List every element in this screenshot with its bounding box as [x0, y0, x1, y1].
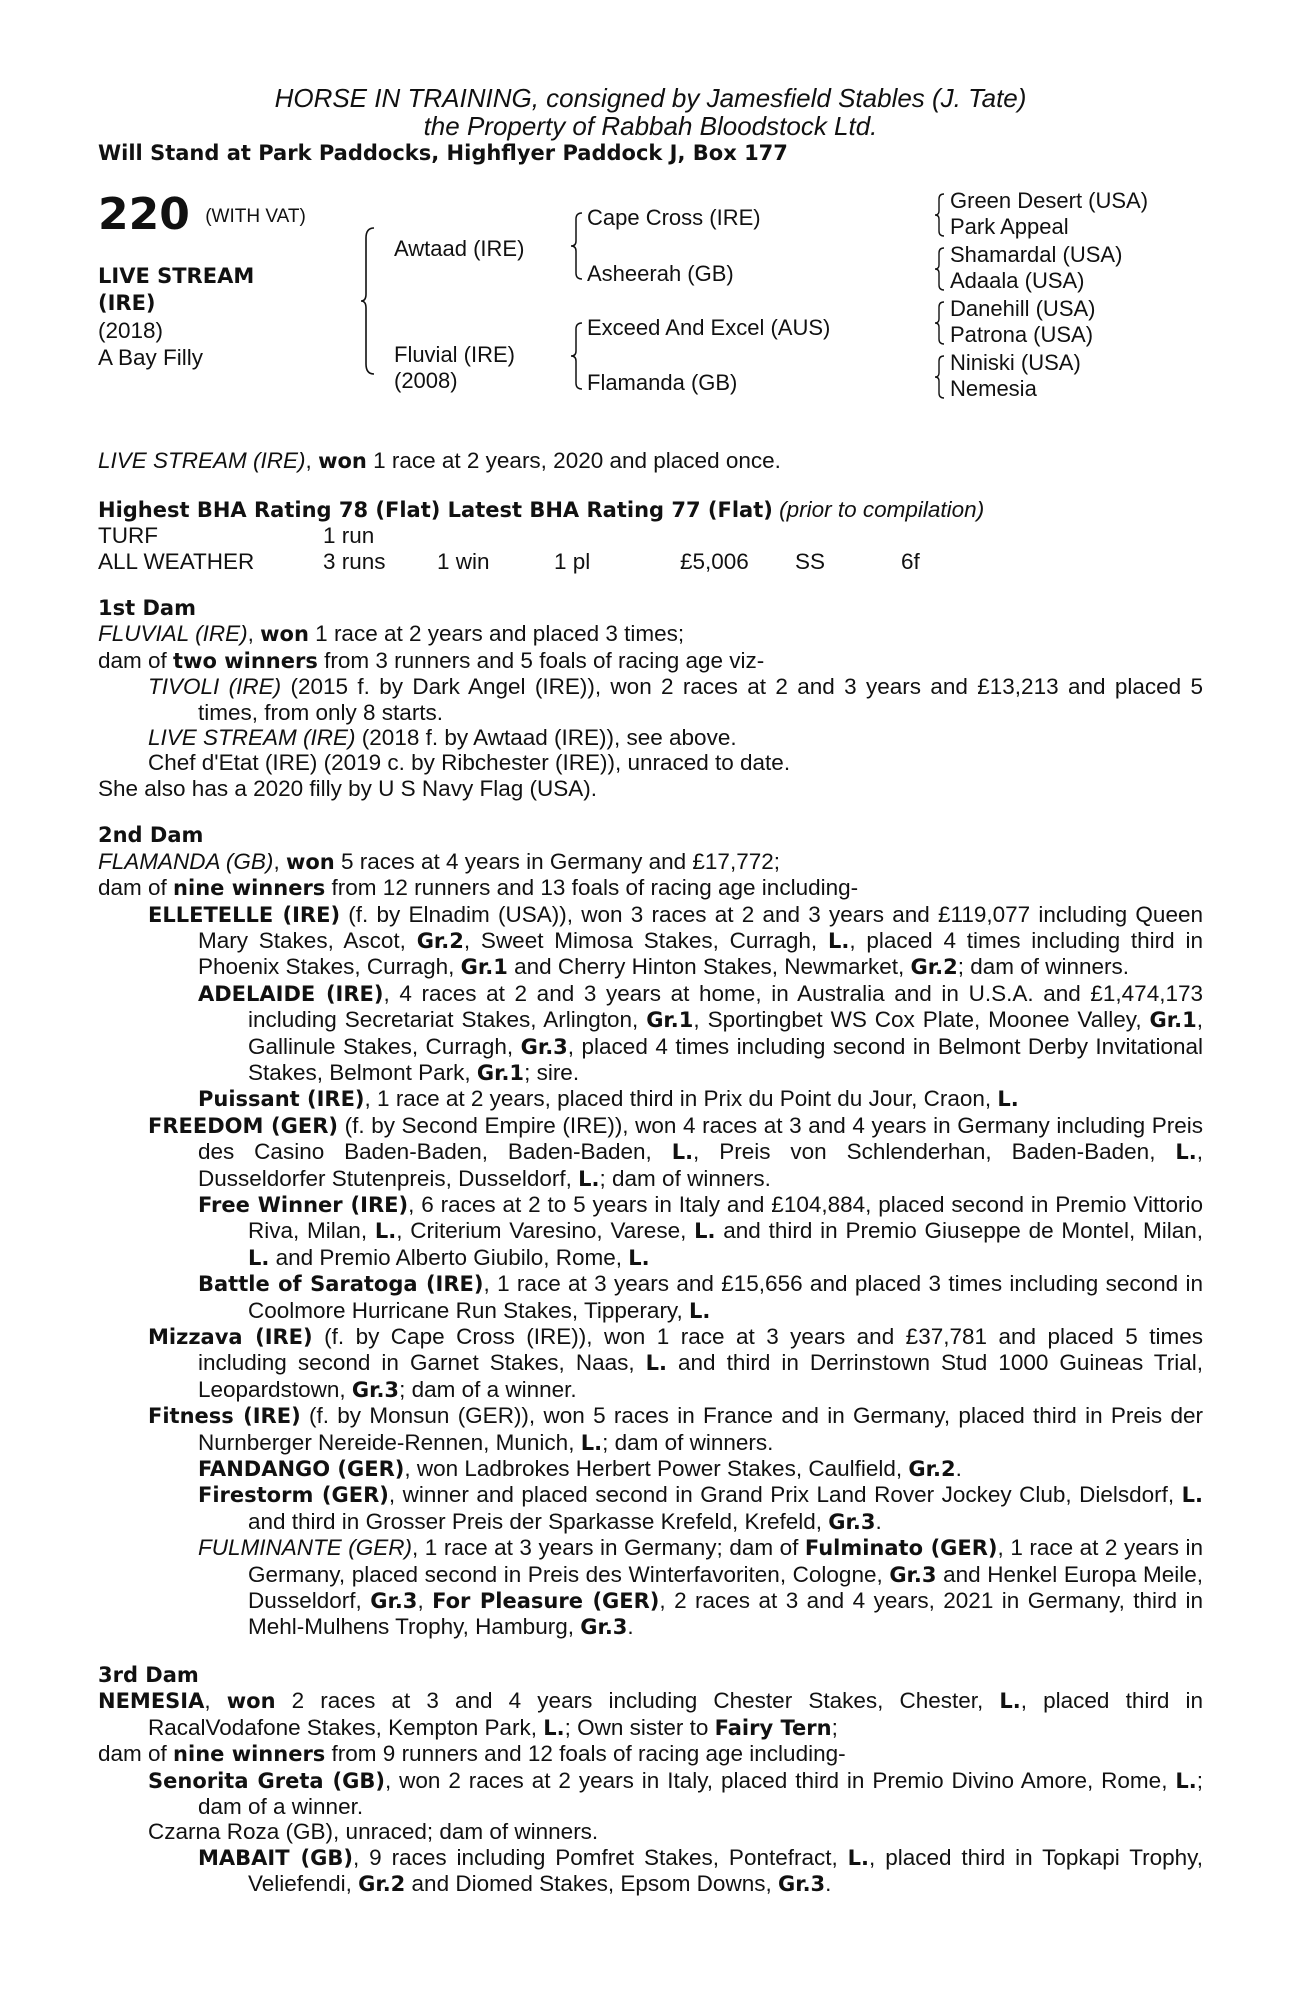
- grade-label: Gr.1: [1149, 1008, 1197, 1033]
- offspring-entry: [148, 1768, 1203, 1820]
- offspring-entry: [148, 674, 1203, 725]
- offspring-text: , 4 races at 2 and 3 years at home, in Australia and in U.S.A. and £1,474,173 including Secretariat Stakes, Arlington,: [248, 980, 1203, 1033]
- listed-label: L.: [999, 1689, 1021, 1714]
- produce-text: from 12 runners and 13 foals of racing age including-: [325, 875, 859, 901]
- first-dam-section: [98, 596, 1203, 801]
- pedigree-brace: [934, 192, 946, 238]
- offspring-text: and Diomed Stakes, Epsom Downs,: [405, 1871, 778, 1897]
- offspring-name: Mizzava (IRE): [148, 1325, 313, 1349]
- offspring-text: , 6 races at 2 to 5 years in Italy and £104,884, placed second in Premio Vittorio Riva, Milan,: [248, 1191, 1203, 1244]
- pedigree-brace: [934, 246, 946, 292]
- record-surface: SS: [795, 548, 826, 574]
- grade-label: Gr.2: [358, 1872, 406, 1897]
- horse-info: [98, 263, 318, 371]
- record-placed: 1 pl: [554, 548, 591, 574]
- offspring-entry: [148, 1403, 1203, 1456]
- grand-offspring-entry: [198, 1482, 1203, 1535]
- sire-sire-sire: Green Desert (USA): [950, 188, 1149, 214]
- offspring-name: Senorita Greta (GB): [148, 1768, 385, 1793]
- offspring-name: ELLETELLE (IRE): [148, 902, 341, 927]
- offspring-name: Firestorm (GER): [198, 1483, 389, 1508]
- grade-label: Gr.3: [580, 1615, 628, 1640]
- catalogue-page: [98, 84, 1203, 1898]
- listed-label: L.: [543, 1715, 565, 1740]
- offspring-text: , placed 4 times including third in Phoenix Stakes, Curragh,: [198, 927, 1203, 980]
- produce-text: dam of: [98, 875, 174, 901]
- offspring-name: For Pleasure (GER): [432, 1589, 660, 1614]
- offspring-text: (f. by Monsun (GER)), won 5 races in France and in Germany, placed third in Preis der Nurnberger Nereide-Rennen, Munich,: [198, 1403, 1204, 1455]
- grade-label: Gr.2: [416, 928, 464, 953]
- offspring-name: TIVOLI (IRE): [148, 674, 282, 700]
- dam-record: ; Own sister to: [564, 1714, 715, 1740]
- pedigree-brace: [360, 226, 376, 376]
- record-wins: 1 win: [437, 548, 490, 574]
- table-row: [98, 523, 920, 548]
- listed-label: L.: [689, 1298, 711, 1323]
- winners-count: nine winners: [173, 1742, 326, 1767]
- dam-record: ;: [831, 1714, 838, 1740]
- produce-text: from 9 runners and 12 foals of racing age including-: [325, 1741, 846, 1767]
- offspring-name: LIVE STREAM (IRE): [148, 725, 356, 751]
- lot-number-value: 220: [98, 189, 190, 241]
- listed-label: L.: [827, 928, 850, 953]
- offspring-entry: [148, 1324, 1203, 1403]
- second-dam-section: [98, 823, 1203, 1641]
- grade-label: Gr.2: [910, 955, 958, 980]
- offspring-text: (f. by Elnadim (USA)), won 3 races at 2 and 3 years and £119,077 including Queen Mary Stakes, Ascot,: [198, 901, 1203, 953]
- grand-offspring-entry: [198, 1535, 1203, 1641]
- offspring-text: and Henkel Europa Meile, Dusseldorf,: [248, 1561, 1203, 1614]
- third-dam-section: [98, 1663, 1203, 1898]
- dam-line: FLAMANDA (GB), won 5 races at 4 years in Germany and £17,772;: [98, 848, 780, 874]
- listed-label: L.: [374, 1219, 397, 1244]
- sire: Awtaad (IRE): [394, 236, 525, 262]
- offspring-text: and Cherry Hinton Stakes, Newmarket,: [507, 954, 911, 980]
- listed-label: L.: [248, 1245, 270, 1270]
- listed-label: L.: [1175, 1140, 1197, 1165]
- sire-dam-sire: Shamardal (USA): [950, 242, 1123, 268]
- offspring-text: , Sportingbet WS Cox Plate, Moonee Valley,: [693, 1007, 1150, 1033]
- offspring-text: ; dam of winners.: [599, 1165, 771, 1191]
- offspring-text: , placed 4 times including second in Belmont Derby Invitational Stakes, Belmont Park,: [248, 1033, 1203, 1085]
- listed-label: L.: [694, 1219, 716, 1244]
- rating-section: [98, 497, 1203, 574]
- table-row: [98, 549, 920, 574]
- offspring-entry: [148, 1113, 1203, 1192]
- dam-record: 5 races at 4 years in Germany and £17,772;: [334, 848, 780, 874]
- section-heading: 2nd Dam: [98, 823, 204, 848]
- grand-offspring-entry: [198, 981, 1203, 1087]
- pedigree-brace: [934, 354, 946, 400]
- offspring-text: , Preis von Schlenderhan, Baden-Baden,: [693, 1139, 1176, 1165]
- offspring-text: , winner and placed second in Grand Prix Land Rover Jockey Club, Dielsdorf,: [388, 1482, 1182, 1508]
- listed-label: L.: [645, 1351, 667, 1376]
- pedigree-brace: [934, 300, 946, 346]
- won-label: won: [260, 622, 309, 647]
- sire-sire: Cape Cross (IRE): [587, 205, 761, 231]
- dam-name: FLAMANDA (GB): [98, 848, 274, 874]
- dam-dam-dam: Nemesia: [950, 376, 1037, 402]
- offspring-text: , 1 race at 2 years in Germany, placed second in Preis des Winterfavoriten, Cologne,: [248, 1535, 1204, 1587]
- offspring-entry: [148, 902, 1203, 981]
- foal-note: She also has a 2020 filly by U S Navy Flag (USA).: [98, 775, 597, 801]
- dam: Fluvial (IRE): [394, 342, 516, 368]
- offspring-text: (2015 f. by Dark Angel (IRE)), won 2 races at 2 and 3 years and £13,213 and placed 5 times, from only 8 starts.: [198, 674, 1204, 725]
- offspring-text: ; sire.: [524, 1059, 580, 1085]
- listed-label: L.: [628, 1245, 650, 1270]
- offspring-text: , Criterium Varesino, Varese,: [396, 1218, 695, 1244]
- pedigree-brace: [570, 211, 584, 281]
- stabling-line: Will Stand at Park Paddocks, Highflyer Paddock J, Box 177: [98, 141, 788, 165]
- offspring-name: Free Winner (IRE): [198, 1192, 409, 1217]
- listed-label: L.: [1175, 1768, 1197, 1793]
- offspring-text: and third in Derrinstown Stud 1000 Guineas Trial, Leopardstown,: [198, 1350, 1203, 1402]
- horse-description: A Bay Filly: [98, 345, 204, 371]
- produce-text: dam of: [98, 1741, 174, 1767]
- rating-note: (prior to compilation): [779, 496, 985, 522]
- listed-label: L.: [580, 1430, 603, 1455]
- consignor-line: HORSE IN TRAINING, consigned by Jamesfield Stables (J. Tate): [274, 83, 1027, 113]
- produce-line: [98, 875, 1203, 901]
- dam-dam: Flamanda (GB): [587, 370, 738, 396]
- record-label: TURF: [98, 523, 158, 549]
- offspring-entry: Czarna Roza (GB), unraced; dam of winners.: [148, 1819, 599, 1845]
- offspring-text: ; dam of winners.: [602, 1429, 774, 1455]
- grand-offspring-entry: [198, 1086, 1203, 1112]
- pedigree-block: [98, 186, 1203, 426]
- summary-text: 1 race at 2 years, 2020 and placed once.: [366, 448, 781, 474]
- record-distance: 6f: [901, 548, 920, 574]
- grade-label: Gr.3: [777, 1872, 826, 1897]
- rating-text: Highest BHA Rating 78 (Flat) Latest BHA Rating 77 (Flat): [98, 497, 773, 522]
- offspring-text: , 2 races at 3 and 4 years, 2021 in Germany, third in Mehl-Mulhens Trophy, Hamburg,: [248, 1588, 1203, 1640]
- grand-offspring-entry: [198, 1192, 1203, 1271]
- grade-label: Gr.3: [370, 1589, 418, 1614]
- section-heading: 1st Dam: [98, 596, 196, 621]
- dam-name: FLUVIAL (IRE): [98, 621, 248, 647]
- listed-label: L.: [847, 1845, 870, 1870]
- horse-suffix: (IRE): [98, 291, 156, 316]
- grand-offspring-entry: [198, 1845, 1203, 1898]
- grade-label: Gr.3: [351, 1377, 400, 1402]
- winners-count: two winners: [173, 648, 318, 673]
- grade-label: Gr.1: [460, 955, 508, 980]
- offspring-text: and third in Premio Giuseppe de Montel, Milan,: [715, 1218, 1203, 1244]
- dam-year: (2008): [394, 368, 458, 394]
- offspring-text: .: [627, 1614, 634, 1640]
- produce-text: from 3 runners and 5 foals of racing age viz-: [317, 647, 765, 673]
- listed-label: L.: [1181, 1483, 1203, 1508]
- dam-name: NEMESIA: [98, 1689, 205, 1714]
- dam-sire-sire: Danehill (USA): [950, 296, 1096, 322]
- offspring-text: .: [955, 1456, 962, 1482]
- produce-text: dam of: [98, 647, 174, 673]
- dam-line: NEMESIA, won 2 races at 3 and 4 years including Chester Stakes, Chester, L., placed third in RacalVodafone Stakes, Kempton Park, L.; Own sister to Fairy Tern;: [98, 1688, 1203, 1740]
- listed-label: L.: [671, 1140, 694, 1165]
- sibling-name: Fairy Tern: [714, 1715, 832, 1740]
- produce-line: [98, 1741, 1203, 1767]
- offspring-text: ; dam of a winner.: [399, 1376, 577, 1402]
- offspring-text: , Dusseldorfer Stutenpreis, Dusseldorf,: [198, 1139, 1203, 1191]
- offspring-text: , 1 race at 3 years in Germany; dam of: [412, 1535, 805, 1561]
- offspring-text: , 1 race at 2 years, placed third in Prix du Point du Jour, Craon,: [364, 1086, 998, 1112]
- offspring-name: FREEDOM (GER): [148, 1113, 338, 1138]
- race-record-table: [98, 523, 920, 574]
- section-heading: 3rd Dam: [98, 1662, 199, 1687]
- lot-number: [98, 189, 306, 241]
- property-line: the Property of Rabbah Bloodstock Ltd.: [423, 111, 878, 141]
- offspring-name: FANDANGO (GER): [198, 1457, 405, 1482]
- offspring-text: (f. by Cape Cross (IRE)), won 1 race at 3 years and £37,781 and placed 5 times including second in Garnet Stakes, Naas,: [198, 1324, 1203, 1376]
- offspring-text: .: [875, 1508, 882, 1534]
- offspring-text: ; dam of winners.: [957, 954, 1130, 980]
- vat-label: (WITH VAT): [205, 206, 306, 228]
- winners-count: nine winners: [173, 876, 326, 901]
- offspring-name: FULMINANTE (GER): [198, 1535, 413, 1561]
- offspring-name: MABAIT (GB): [198, 1845, 353, 1870]
- listed-label: L.: [997, 1087, 1019, 1112]
- pedigree-brace: [570, 321, 584, 391]
- sire-dam: Asheerah (GB): [587, 261, 734, 287]
- record-runs: 3 runs: [323, 548, 386, 574]
- dam-record: 2 races at 3 and 4 years including Chester Stakes, Chester,: [275, 1688, 1000, 1714]
- grade-label: Gr.1: [646, 1008, 694, 1033]
- grade-label: Gr.3: [889, 1562, 937, 1587]
- horse-name: LIVE STREAM: [98, 264, 255, 289]
- grade-label: Gr.3: [520, 1034, 568, 1059]
- record-prize-money: £5,006: [680, 548, 749, 574]
- offspring-name: Fitness (IRE): [148, 1404, 301, 1429]
- offspring-entry: Chef d'Etat (IRE) (2019 c. by Ribchester (IRE)), unraced to date.: [148, 750, 791, 776]
- offspring-text: and third in Grosser Preis der Sparkasse Krefeld, Krefeld,: [248, 1508, 829, 1534]
- offspring-text: ; dam of a winner.: [198, 1767, 1203, 1819]
- dam-record: , placed third in RacalVodafone Stakes, Kempton Park,: [148, 1688, 1203, 1740]
- offspring-name: ADELAIDE (IRE): [198, 981, 384, 1006]
- grand-offspring-entry: [198, 1456, 1203, 1482]
- record-label: ALL WEATHER: [98, 548, 255, 574]
- offspring-name: Fulminato (GER): [804, 1536, 998, 1561]
- won-label: won: [285, 849, 335, 874]
- won-label: won: [226, 1689, 276, 1714]
- dam-sire: Exceed And Excel (AUS): [587, 315, 831, 341]
- summary-horse-name: LIVE STREAM (IRE): [98, 448, 306, 474]
- offspring-text: , won 2 races at 2 years in Italy, placed third in Premio Divino Amore, Rome,: [384, 1767, 1176, 1793]
- race-summary: LIVE STREAM (IRE), won 1 race at 2 years, 2020 and placed once.: [98, 448, 781, 474]
- record-runs: 1 run: [323, 523, 375, 549]
- offspring-text: .: [825, 1871, 832, 1897]
- dam-sire-dam: Patrona (USA): [950, 322, 1094, 348]
- dam-dam-sire: Niniski (USA): [950, 350, 1081, 376]
- grand-offspring-entry: [198, 1271, 1203, 1324]
- offspring-text: , 1 race at 3 years and £15,656 and placed 3 times including second in Coolmore Hurricane Run Stakes, Tipperary,: [248, 1271, 1203, 1323]
- offspring-text: , Sweet Mimosa Stakes, Curragh,: [463, 927, 828, 953]
- offspring-text: , placed third in Topkapi Trophy, Veliefendi,: [248, 1844, 1204, 1897]
- horse-year: (2018): [98, 318, 164, 344]
- offspring-entry: [148, 725, 1203, 750]
- offspring-text: ,: [417, 1588, 433, 1614]
- offspring-text: (2018 f. by Awtaad (IRE)), see above.: [355, 725, 737, 751]
- produce-line: [98, 648, 1203, 674]
- grade-label: Gr.2: [908, 1457, 956, 1482]
- sire-sire-dam: Park Appeal: [950, 214, 1069, 240]
- offspring-text: , Gallinule Stakes, Curragh,: [248, 1007, 1203, 1059]
- grade-label: Gr.3: [828, 1509, 876, 1534]
- rating-line: [98, 497, 1203, 523]
- grade-label: Gr.1: [476, 1060, 525, 1085]
- listed-label: L.: [578, 1166, 600, 1191]
- offspring-name: Battle of Saratoga (IRE): [198, 1272, 484, 1297]
- offspring-text: , 9 races including Pomfret Stakes, Pontefract,: [352, 1844, 848, 1870]
- sire-dam-dam: Adaala (USA): [950, 268, 1085, 294]
- offspring-text: and Premio Alberto Giubilo, Rome,: [269, 1244, 629, 1270]
- offspring-text: (f. by Second Empire (IRE)), won 4 races at 3 and 4 years in Germany including Preis des Casino Baden-Baden, Baden-Baden,: [198, 1112, 1203, 1165]
- summary-won: won: [318, 449, 367, 474]
- offspring-name: Puissant (IRE): [198, 1087, 365, 1112]
- offspring-text: , won Ladbrokes Herbert Power Stakes, Caulfield,: [404, 1456, 909, 1482]
- dam-line: FLUVIAL (IRE), won 1 race at 2 years and placed 3 times;: [98, 621, 685, 647]
- dam-record: 1 race at 2 years and placed 3 times;: [308, 621, 685, 647]
